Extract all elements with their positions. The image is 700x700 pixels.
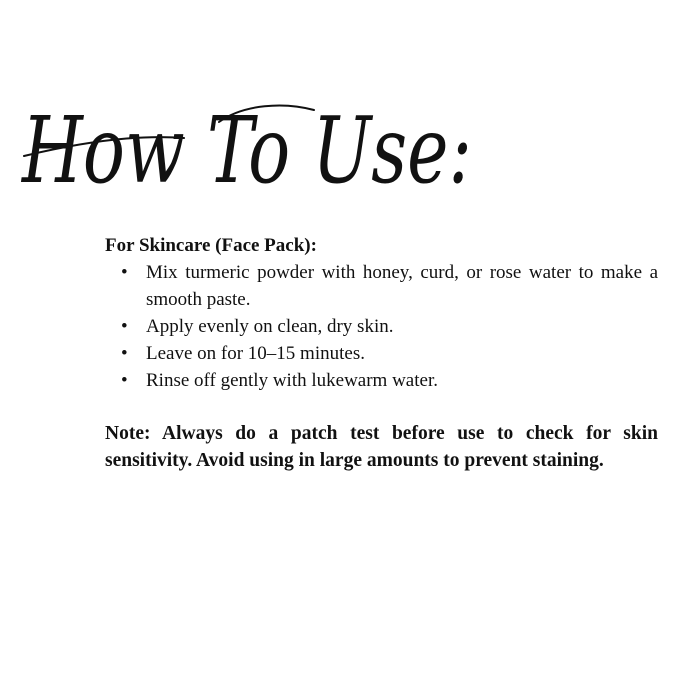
list-item-text: Rinse off gently with lukewarm water. xyxy=(146,370,438,391)
section-title: For Skincare (Face Pack): xyxy=(105,235,317,256)
list-item-text: Leave on for 10–15 minutes. xyxy=(146,343,365,364)
heading-text: How To Use: xyxy=(20,97,472,204)
instructions xyxy=(105,232,658,494)
bullet-icon: • xyxy=(121,316,128,337)
list-item xyxy=(105,340,658,367)
list-item xyxy=(105,367,658,394)
steps-list xyxy=(105,259,658,394)
bullet-icon: • xyxy=(121,343,128,364)
list-item-text: Mix turmeric powder with honey, curd, or rose water to make a smooth paste. xyxy=(146,262,658,310)
bullet-icon: • xyxy=(121,370,128,391)
patch-test-note: Note: Always do a patch test before use to check for skin sensitivity. Avoid using in large amounts to prevent staining. xyxy=(105,423,658,471)
bullet-icon: • xyxy=(121,262,128,283)
heading-how-to-use xyxy=(14,64,494,234)
list-item xyxy=(105,313,658,340)
list-item-text: Apply evenly on clean, dry skin. xyxy=(146,316,394,337)
list-item xyxy=(105,259,658,313)
